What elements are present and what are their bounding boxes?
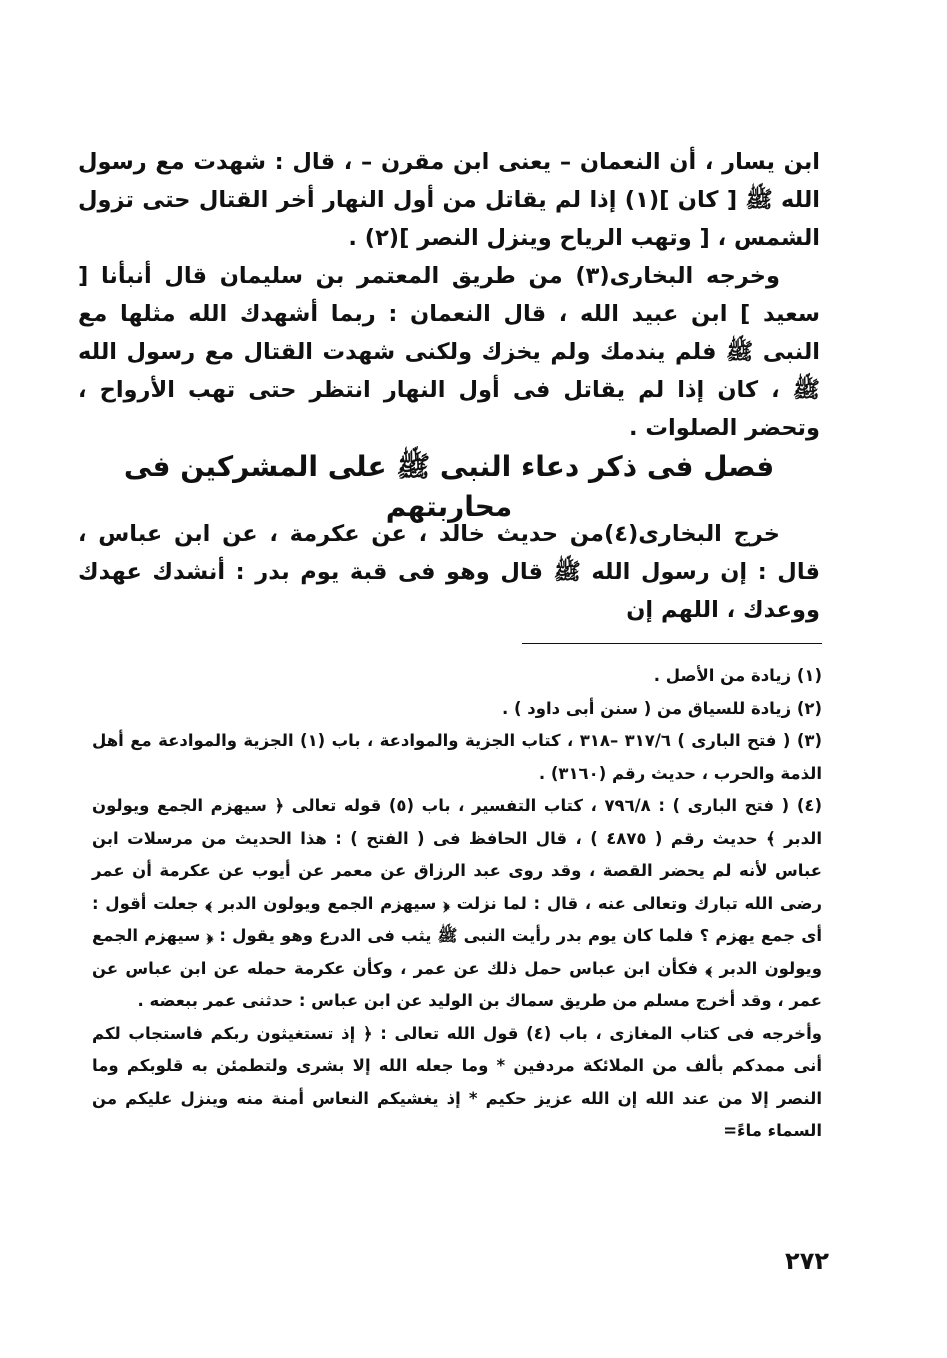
main-text (78, 143, 820, 447)
section-text-block (78, 515, 820, 629)
footnote-divider (522, 643, 822, 644)
footnote-number: (٣) (796, 731, 823, 750)
footnote-number: (٢) (796, 698, 822, 718)
footnote-3 (92, 725, 822, 790)
page-number: ٢٧٢ (785, 1247, 829, 1275)
footnote-number: (٤) (796, 796, 822, 815)
footnote-1 (92, 660, 822, 693)
footnote-number: (١) (796, 666, 822, 685)
footnote-text: زيادة من الأصل . (653, 666, 792, 685)
section-heading: فصل فى ذكر دعاء النبى ﷺ على المشركين فى محاربتهم (123, 450, 775, 523)
main-paragraph-1: ابن يسار ، أن النعمان – يعنى ابن مقرن – ، قال : شهدت مع رسول الله ﷺ [ كان ](١) إذا لم يقاتل من أول النهار أخر القتال حتى تزول الشمس ، [ وتهب الرياح وينزل النصر ](٢) . (78, 149, 820, 251)
footnote-4 (92, 790, 822, 1018)
section-paragraph: خرج البخارى(٤)من حديث خالد ، عن عكرمة ، عن ابن عباس ، قال : إن رسول الله ﷺ قال وهو فى قبة يوم بدر : أنشدك عهدك ووعدك ، اللهم إن (78, 521, 820, 623)
main-paragraph-2: وخرجه البخارى(٣) من طريق المعتمر بن سليمان قال أنبأنا [ سعيد ] ابن عبيد الله ، قال النعمان : ربما أشهدك الله مثلها مع النبى ﷺ فلم يندمك ولم يخزك ولكنى شهدت القتال مع رسول الله ﷺ ، كان إذا لم يقاتل فى أول النهار انتظر حتى تهب الأرواح ، وتحضر الصلوات . (78, 263, 820, 441)
footnote-text: ( فتح البارى ) : ٧٩٦/٨ ، كتاب التفسير ، باب (٥) قوله تعالى ﴿ سيهزم الجمع ويولون الدبر ﴾ حديث رقم ( ٤٨٧٥ ) ، قال الحافظ فى ( الفتح ) : هذا الحديث من مرسلات ابن عباس لأنه لم يحضر القصة ، وقد روى عبد الرزاق عن معمر عن أيوب عن عكرمة أن عمر رضى الله تبارك وتعالى عنه ، قال : لما نزلت ﴿ سيهزم الجمع ويولون الدبر ﴾ جعلت أقول : أى جمع يهزم ؟ فلما كان يوم بدر رأيت النبى ﷺ يثب فى الدرع وهو يقول : ﴿ سيهزم الجمع ويولون الدبر ﴾ فكأن ابن عباس حمل ذلك عن عمر ، وكأن عكرمة حمله عن ابن عباس عن عمر ، وقد أخرج مسلم من طريق سماك بن الوليد عن ابن عباس : حدثنى عمر ببعضه . (92, 796, 822, 1010)
footnote-text: ( فتح البارى ) ٣١٧/٦ –٣١٨ ، كتاب الجزية والموادعة ، باب (١) الجزية والموادعة مع أهل الذمة والحرب ، حديث رقم (٣١٦٠) . (92, 731, 822, 783)
footnote-4-continuation: وأخرجه فى كتاب المغازى ، باب (٤) قول الله تعالى : ﴿ إذ تستغيثون ربكم فاستجاب لكم أنى ممدكم بألف من الملائكة مردفين * وما جعله الله إلا بشرى ولتطمئن به قلوبكم وما النصر إلا من عند الله إن الله عزيز حكيم * إذ يغشيكم النعاس أمنة منه وينزل عليكم من السماء ماءً= (92, 1023, 822, 1140)
footnotes (92, 660, 822, 1148)
footnote-2 (92, 693, 822, 726)
footnote-text: زيادة للسياق من ( سنن أبى داود ) . (502, 698, 792, 718)
